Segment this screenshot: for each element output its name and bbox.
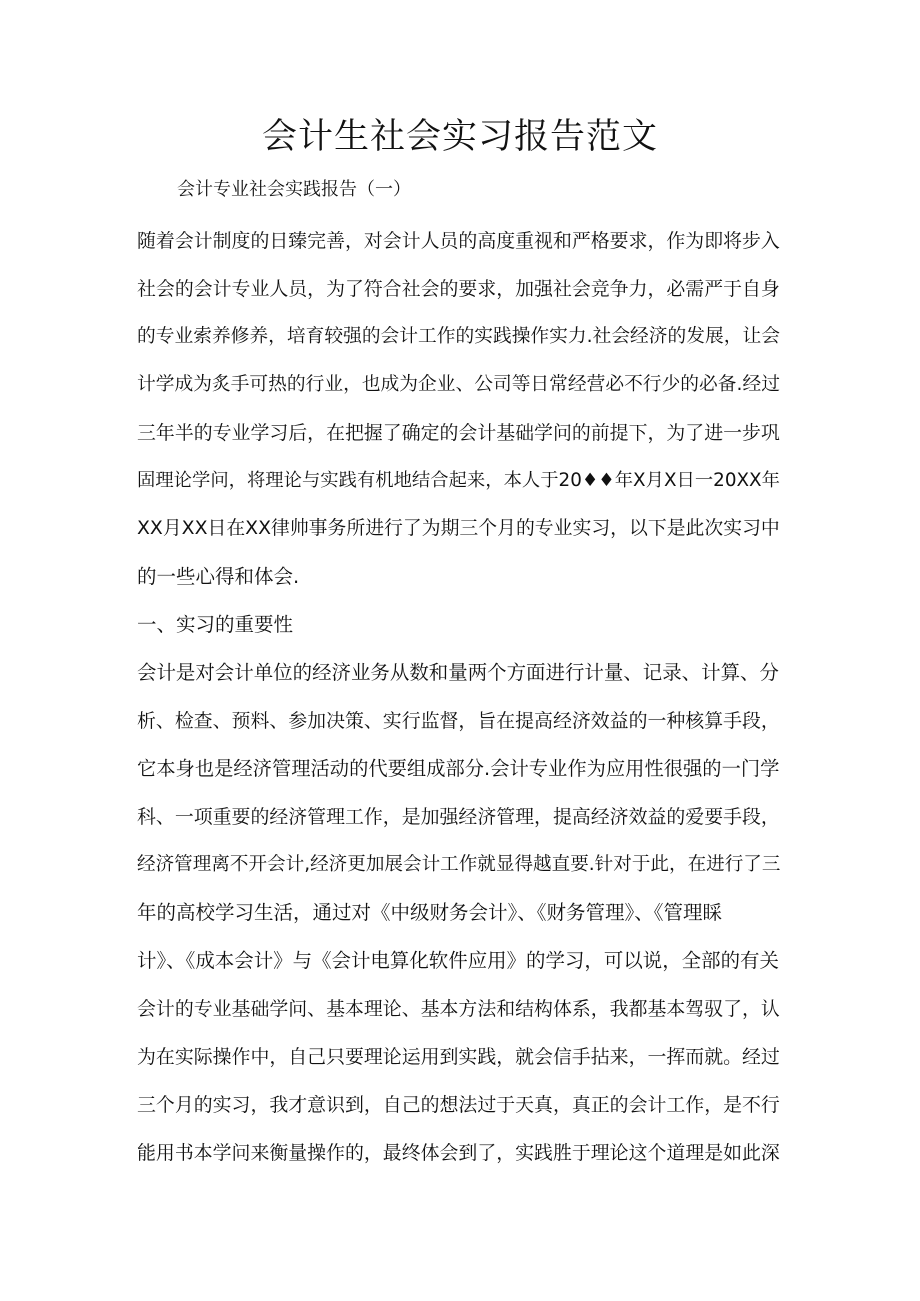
body-line: 能用书本学问来衡量操作的，最终体会到了，实践胜于理论这个道理是如此深 [137, 1142, 780, 1164]
body-line: 经济管理离不开会计,经济更加展会计工作就显得越直要.针对于此，在进行了三 [137, 854, 781, 875]
page-title: 会计生社会实习报告范文 [261, 117, 658, 157]
body-line: XX月XX日在XX律帅事务所进行了为期三个月的专业实习，以下是此次实习中 [137, 518, 780, 539]
body-line: 计学成为炙手可热的行业，也成为企业、公司等日常经营必不行少的必备.经过 [137, 374, 780, 395]
body-line: 固理论学问，将理论与实践有机地结合起来，本人于20♦♦年X月X日一20XX年 [137, 470, 780, 491]
body-line: 年的高校学习生活，通过对《中级财务会计》、《财务管理》、《管理睬 [137, 901, 723, 924]
body-line: 社会的会计专业人员，为了符合社会的要求，加强社会竞争力，必需严于自身 [137, 278, 780, 300]
body-line: 会计是对会计单位的经济业务从数和量两个方面进行计量、记录、计算、分 [137, 661, 779, 684]
body-line: 科、一项重要的经济管理工作，是加强经济管理，提高经济效益的爱要手段， [137, 806, 780, 828]
body-line: 三年半的专业学习后，在把握了确定的会计基础学问的前提下，为了进一步巩 [137, 422, 780, 444]
body-line: 为在实际操作中，自己只要理论运用到实践，就会信手拈来，一挥而就。经过 [137, 1046, 780, 1068]
body-line: 的专业索养修养，培育较强的会计工作的实践操作实力.社会经济的发展，让会 [137, 326, 780, 347]
body-line: 会计的专业基础学问、基本理论、基本方法和结构体系，我都基本驾驭了，认 [137, 998, 780, 1020]
section-subtitle: 会计专业社会实践报告（一） [177, 179, 411, 200]
body-line: 计》、《成本会计》与《会计电算化软件应用》的学习，可以说，全部的有关 [137, 949, 779, 972]
body-line: 随着会计制度的日臻完善，对会计人员的高度重视和严格要求，作为即将步入 [137, 230, 780, 252]
body-line: 析、检查、预料、参加决策、实行监督，旨在提高经济效益的一种核算手段， [137, 710, 780, 732]
body-line: 它本身也是经济管理活动的代要组成部分.会计专业作为应用性很强的一门学 [137, 757, 780, 780]
section-heading: 一、实习的重要性 [137, 613, 294, 636]
body-line: 三个月的实习，我才意识到，自己的想法过于天真，真正的会计工作，是不行 [137, 1094, 780, 1116]
body-line: 的一些心得和体会. [137, 565, 300, 588]
